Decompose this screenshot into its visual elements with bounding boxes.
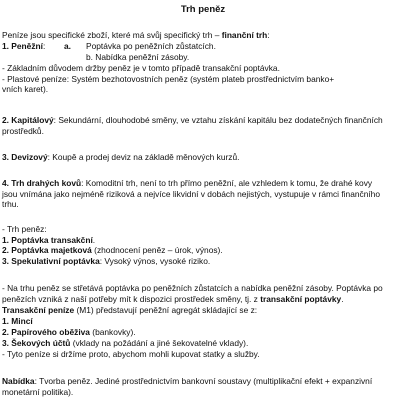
m1-item-label: 2. Papírového oběživa: [2, 327, 90, 337]
m1-item-text: (vklady na požádání a jiné šekovatelné vklady).: [70, 338, 249, 348]
market-type-4-text: : Komoditní trh, není to trh přímo peněžní, ale vzhledem k tomu, že drahé kovy: [81, 178, 373, 188]
market-type-1-label: 1. Peněžní: [2, 41, 43, 51]
market-type-1-colon: :: [42, 41, 46, 51]
m1-item: [2, 338, 248, 348]
m1-item-label: 3. Šekových účtů: [2, 338, 71, 348]
m1-item-label: 1. Mincí: [2, 316, 33, 326]
demand-item: [2, 235, 95, 245]
market-type-3: [2, 152, 239, 162]
note-line: - Základním důvodem držby peněz je v tomto případě transakční poptávka.: [2, 63, 280, 73]
demand-item: [2, 245, 223, 255]
market-line-text: (M1) představují peněžní agregát skládající se z:: [74, 305, 258, 315]
note-line: - Plastové peníze: Systém bezhotovostních peněz (systém plateb prostřednictvím banko+: [2, 74, 335, 84]
market-type-3-text: : Koupě a prodej deviz na základě měnových kurzů.: [47, 152, 240, 162]
item-a-label: a.: [64, 41, 71, 51]
market-type-1: [2, 41, 45, 51]
market-type-4-cont: trhu.: [2, 199, 19, 209]
m1-item: [2, 316, 33, 326]
demand-item-text: (zhodnocení peněz – úrok, výnos).: [91, 245, 223, 255]
market-line-text: penězích vzniká z naší potřeby mít k dispozici prostředek směny, tj. z: [2, 294, 261, 304]
demand-item-label: 1. Poptávka transakční: [2, 235, 93, 245]
supply-cont: monetární politika).: [2, 387, 74, 397]
market-line: - Na trhu peněz se střetává poptávka po peněžních zůstatcích a nabídka peněžní zásoby. Poptávka po: [2, 283, 383, 293]
market-type-1-item-b: b. Nabídka peněžní zásoby.: [86, 52, 190, 62]
market-type-2-label: 2. Kapitálový: [2, 115, 54, 125]
market-type-3-label: 3. Devizový: [2, 152, 48, 162]
demand-item-text: .: [92, 235, 96, 245]
supply-label: Nabídka: [2, 376, 35, 386]
note-line: vních karet).: [2, 84, 49, 94]
market-line: [2, 305, 257, 315]
market-note: - Tyto peníze si držíme proto, abychom mohli kupovat statky a služby.: [2, 349, 260, 359]
market-line-end: .: [341, 294, 344, 304]
m1-item: [2, 327, 136, 337]
market-line: [2, 294, 344, 304]
market-type-1-item-a: [64, 41, 216, 51]
demand-item: [2, 256, 210, 266]
market-type-4-label: 4. Trh drahých kovů: [2, 178, 82, 188]
demand-item-label: 2. Poptávka majetková: [2, 245, 92, 255]
item-a-text: Poptávka po peněžních zůstatcích.: [86, 41, 216, 51]
market-type-4: [2, 178, 372, 188]
demand-item-text: : Vysoký výnos, vysoké riziko.: [99, 256, 211, 266]
market-line-bold: transakční poptávky: [260, 294, 342, 304]
market-type-2-text: : Sekundární, dlouhodobé směny, ve vztahu získání kapitálu bez dodatečných finančních: [53, 115, 383, 125]
intro-line: [2, 30, 270, 40]
supply-text: : Tvorba peněz. Jediné prostřednictvím bankovní soustavy (multiplikační efekt + expanzivní: [34, 376, 373, 386]
market-line-bold: Transakční peníze: [2, 305, 75, 315]
market-type-2: [2, 115, 383, 125]
intro-text: Peníze jsou specifické zboží, které má svůj specifický trh –: [2, 30, 222, 40]
m1-item-text: (bankovky).: [89, 327, 136, 337]
intro-bold: finanční trh: [221, 30, 268, 40]
intro-colon: :: [267, 30, 270, 40]
supply-line: [2, 376, 372, 386]
page-title: Trh peněz: [180, 4, 226, 15]
market-type-2-cont: prostředků.: [2, 126, 44, 136]
demand-heading: - Trh peněz:: [2, 224, 47, 234]
market-type-4-cont: jsou vnímána jako nejméně riziková a nejvíce likvidní v dobách nejistých, vystupuje v rámci finančního: [2, 189, 380, 199]
demand-item-label: 3. Spekulativní poptávka: [2, 256, 100, 266]
